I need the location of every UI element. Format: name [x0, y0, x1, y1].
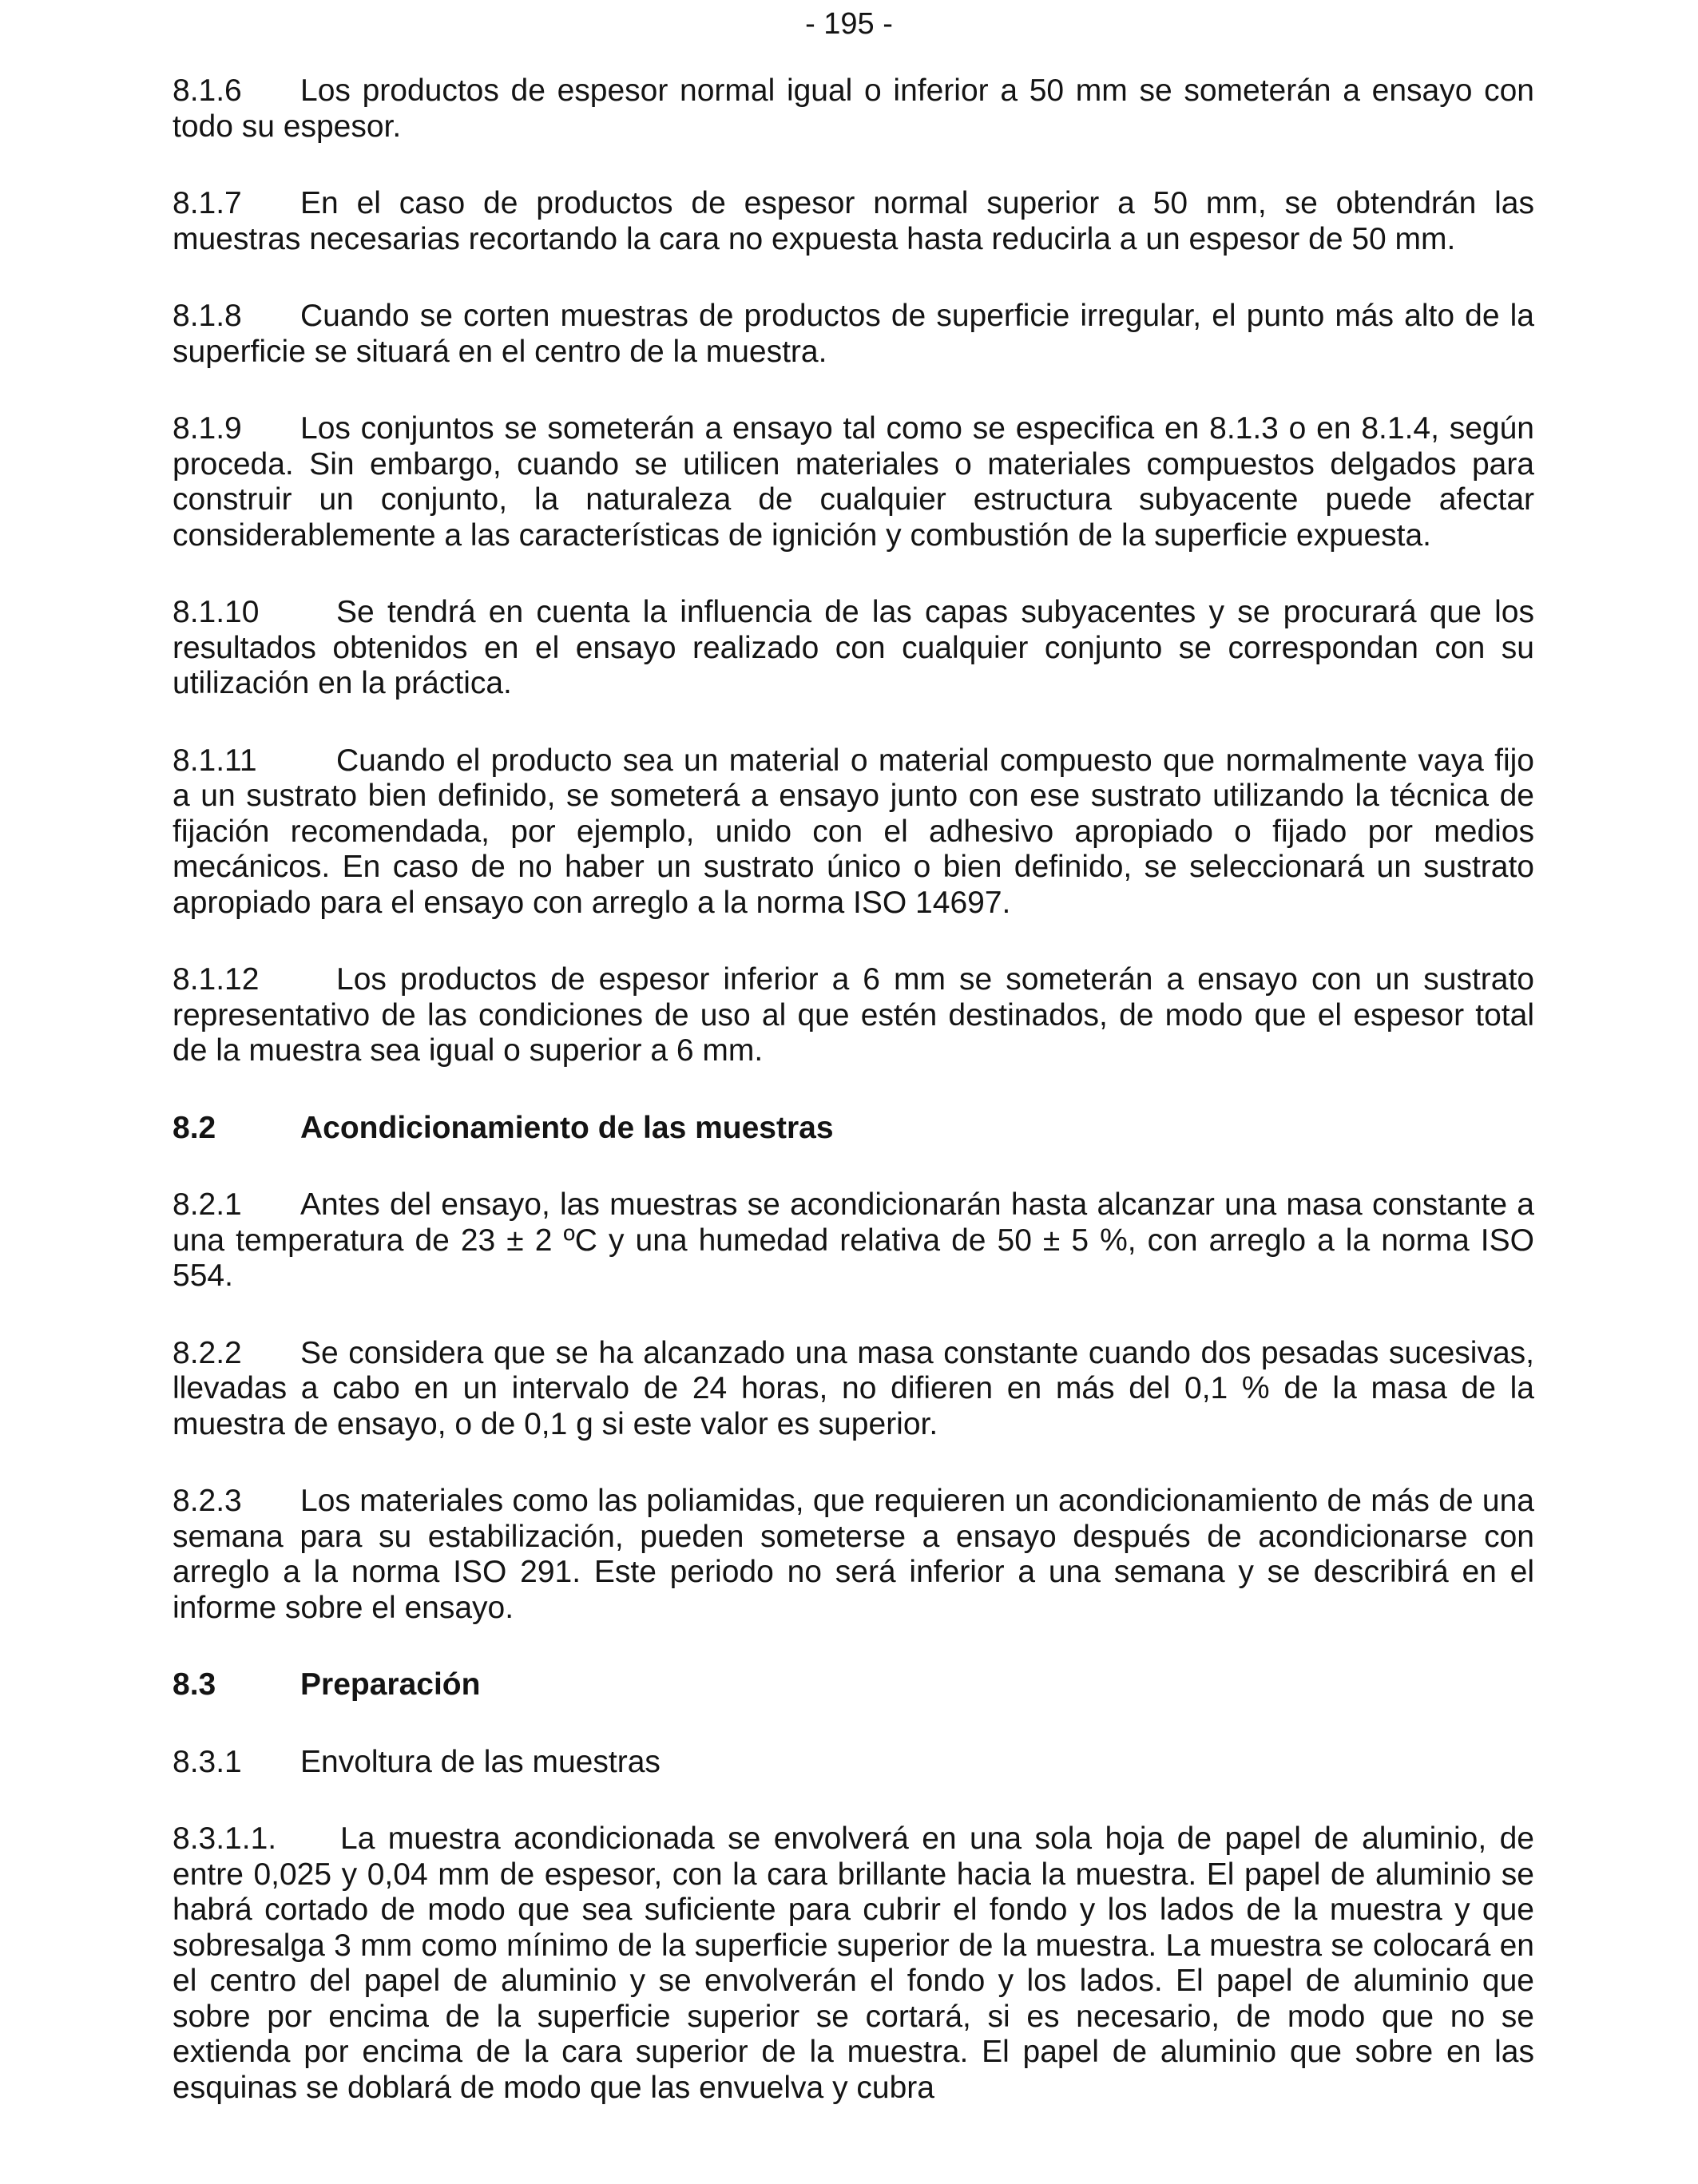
clause-text: En el caso de productos de espesor normal superior a 50 mm, se obtendrán las muestras necesarias recortando la cara no expuesta hasta reducirla a un espesor de 50 mm. — [173, 186, 1534, 256]
clause-number: 8.2.2 — [173, 1335, 242, 1370]
clause-number: 8.1.10 — [173, 595, 260, 629]
clause-number: 8.1.6 — [173, 73, 242, 108]
section-title: Acondicionamiento de las muestras — [300, 1110, 834, 1145]
paragraph-8-1-6 — [173, 73, 1534, 145]
paragraph-8-1-9 — [173, 411, 1534, 553]
paragraph-8-1-10 — [173, 595, 1534, 702]
paragraph-8-2-2 — [173, 1336, 1534, 1443]
clause-text: La muestra acondicionada se envolverá en una sola hoja de papel de aluminio, de entre 0,025 y 0,04 mm de espesor, con la cara brillante hacia la muestra. El papel de aluminio se habrá cortado de modo que sea suficiente para cubrir el fondo y los lados de la muestra y que sobresalga 3 mm como mínimo de la superficie superior de la muestra. La muestra se colocará en el centro del papel de aluminio y se envolverán el fondo y los lados. El papel de aluminio que sobre por encima de la superficie superior se cortará, si es necesario, de modo que no se extienda por encima de la cara superior de la muestra. El papel de aluminio que sobre en las esquinas se doblará de modo que las envuelva y cubra — [173, 1821, 1534, 2105]
clause-number: 8.2.1 — [173, 1187, 242, 1222]
paragraph-8-2-3 — [173, 1484, 1534, 1626]
subsection-title: Envoltura de las muestras — [300, 1744, 661, 1779]
clause-number: 8.1.9 — [173, 411, 242, 446]
clause-text: Los materiales como las poliamidas, que requieren un acondicionamiento de más de una semana para su estabilización, pueden someterse a ensayo después de acondicionarse con arreglo a la norma ISO 291. Este periodo no será inferior a una semana y se describirá en el informe sobre el ensayo. — [173, 1484, 1534, 1625]
clause-text: Cuando se corten muestras de productos de superficie irregular, el punto más alto de la superficie se situará en el centro de la muestra. — [173, 299, 1534, 369]
paragraph-8-1-7 — [173, 186, 1534, 257]
page-number: - 195 - — [805, 7, 893, 41]
clause-text: Cuando el producto sea un material o material compuesto que normalmente vaya fijo a un sustrato bien definido, se someterá a ensayo junto con ese sustrato utilizando la técnica de fijación recomendada, por ejemplo, unido con el adhesivo apropiado o fijado por medios mecánicos. En caso de no haber un sustrato único o bien definido, se seleccionará un sustrato apropiado para el ensayo con arreglo a la norma ISO 14697. — [173, 743, 1534, 920]
clause-text: Los conjuntos se someterán a ensayo tal como se especifica en 8.1.3 o en 8.1.4, según proceda. Sin embargo, cuando se utilicen materiales o materiales compuestos delgados para construir un conjunto, la naturaleza de cualquier estructura subyacente puede afectar considerablemente a las características de ignición y combustión de la superficie expuesta. — [173, 411, 1534, 553]
clause-text: Los productos de espesor normal igual o inferior a 50 mm se someterán a ensayo con todo su espesor. — [173, 73, 1534, 144]
clause-text: Antes del ensayo, las muestras se acondicionarán hasta alcanzar una masa constante a una temperatura de 23 ± 2 ºC y una humedad relativa de 50 ± 5 %, con arreglo a la norma ISO 554. — [173, 1187, 1534, 1293]
section-heading-8-2 — [173, 1111, 1534, 1147]
paragraph-8-3-1-1 — [173, 1821, 1534, 2106]
clause-text: Los productos de espesor inferior a 6 mm se someterán a ensayo con un sustrato representativo de las condiciones de uso al que estén destinados, de modo que el espesor total de la muestra sea igual o superior a 6 mm. — [173, 962, 1534, 1068]
section-title: Preparación — [300, 1667, 481, 1702]
subsection-heading-8-3-1 — [173, 1745, 1534, 1781]
clause-number: 8.1.8 — [173, 299, 242, 333]
paragraph-8-1-11 — [173, 743, 1534, 922]
clause-number: 8.3.1.1. — [173, 1821, 277, 1856]
clause-number: 8.1.11 — [173, 743, 257, 778]
clause-number: 8.1.12 — [173, 962, 260, 997]
paragraph-8-1-8 — [173, 299, 1534, 370]
clause-text: Se considera que se ha alcanzado una masa constante cuando dos pesadas sucesivas, llevadas a cabo en un intervalo de 24 horas, no difieren en más del 0,1 % de la masa de la muestra de ensayo, o de 0,1 g si este valor es superior. — [173, 1335, 1534, 1441]
paragraph-8-2-1 — [173, 1187, 1534, 1294]
clause-text: Se tendrá en cuenta la influencia de las capas subyacentes y se procurará que los resultados obtenidos en el ensayo realizado con cualquier conjunto se correspondan con su utilización en la práctica. — [173, 595, 1534, 700]
document-body — [173, 73, 1534, 2106]
clause-number: 8.2.3 — [173, 1484, 242, 1518]
section-number: 8.2 — [173, 1110, 216, 1145]
paragraph-8-1-12 — [173, 962, 1534, 1069]
section-number: 8.3 — [173, 1667, 216, 1702]
subsection-number: 8.3.1 — [173, 1744, 242, 1779]
section-heading-8-3 — [173, 1667, 1534, 1703]
clause-number: 8.1.7 — [173, 186, 242, 220]
